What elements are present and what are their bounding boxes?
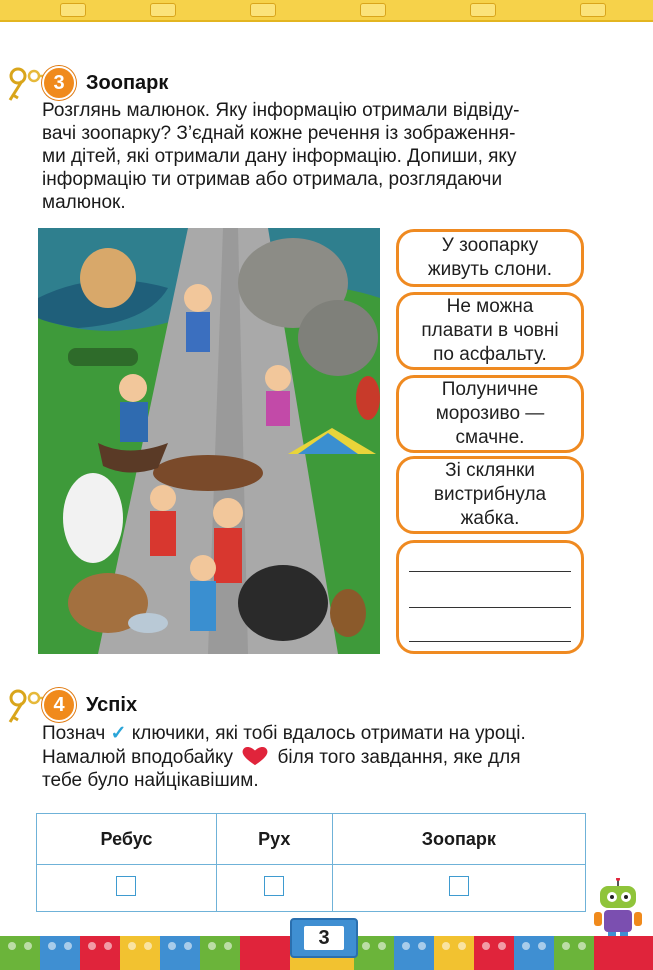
table-header-cell: Рух xyxy=(216,814,332,865)
table-row xyxy=(37,865,586,912)
section-3-instruction xyxy=(42,99,590,214)
success-table xyxy=(36,813,586,912)
instruction-line: ми дітей, які отримали дану інформацію. Допиши, яку xyxy=(42,146,517,167)
section-number-badge: 4 xyxy=(42,688,76,722)
statement-line: жабка. xyxy=(460,508,520,529)
top-decorative-strip xyxy=(0,0,653,22)
table-cell xyxy=(332,865,585,912)
zoo-scene-illustration xyxy=(38,228,380,654)
statement-bubble[interactable] xyxy=(396,456,584,534)
statement-line: Полуничне xyxy=(441,379,539,400)
rebus-checkbox[interactable] xyxy=(116,876,136,896)
table-cell xyxy=(37,865,217,912)
answer-line xyxy=(409,607,571,608)
table-cell xyxy=(216,865,332,912)
table-header-cell: Зоопарк xyxy=(332,814,585,865)
statement-line: вистрибнула xyxy=(433,484,547,505)
instruction-text: ключики, які тобі вдалось отримати на уроці. xyxy=(131,723,526,744)
table-header-cell: Ребус xyxy=(37,814,217,865)
table-header-row xyxy=(37,814,586,865)
answer-line xyxy=(409,641,571,642)
robot-icon xyxy=(590,878,646,940)
section-title: Успіх xyxy=(86,693,138,716)
section-3-header xyxy=(6,62,168,104)
statement-bubble[interactable] xyxy=(396,292,584,370)
zoo-checkbox[interactable] xyxy=(449,876,469,896)
statement-line: смачне. xyxy=(455,427,525,448)
section-title: Зоопарк xyxy=(86,71,169,94)
statement-line: У зоопарку xyxy=(441,235,539,256)
statement-bubble[interactable] xyxy=(396,375,584,453)
check-mark-icon: ✓ xyxy=(110,723,127,744)
decor-icon xyxy=(360,3,386,17)
instruction-text: Познач xyxy=(42,723,106,744)
decor-icon xyxy=(150,3,176,17)
answer-line xyxy=(409,571,571,572)
statement-line: Зі склянки xyxy=(445,460,535,481)
statement-line: морозиво — xyxy=(435,403,545,424)
statement-line: плавати в човні xyxy=(421,320,559,341)
statement-line: живуть слони. xyxy=(427,259,553,280)
statement-line: Не можна xyxy=(446,296,534,317)
heart-icon xyxy=(238,745,272,767)
page-number-badge xyxy=(290,918,358,958)
instruction-line: малюнок. xyxy=(42,192,126,213)
page-number: 3 xyxy=(304,926,344,950)
section-4-instruction xyxy=(42,722,590,792)
section-number-badge: 3 xyxy=(42,66,76,100)
instruction-line: Розглянь малюнок. Яку інформацію отримали відвіду- xyxy=(42,100,520,121)
instruction-text: біля того завдання, яке для xyxy=(277,747,521,768)
instruction-line: інформацію ти отримав або отримала, розглядаючи xyxy=(42,169,503,190)
movement-checkbox[interactable] xyxy=(264,876,284,896)
section-4-header xyxy=(6,684,137,726)
decor-icon xyxy=(60,3,86,17)
decor-icon xyxy=(470,3,496,17)
instruction-line: вачі зоопарку? З’єднай кожне речення із зображення- xyxy=(42,123,516,144)
statement-line: по асфальту. xyxy=(433,344,547,365)
statement-bubble[interactable] xyxy=(396,229,584,287)
instruction-text: тебе було найцікавішим. xyxy=(42,770,259,791)
decor-icon xyxy=(250,3,276,17)
decor-icon xyxy=(580,3,606,17)
answer-writing-area[interactable] xyxy=(396,540,584,654)
instruction-text: Намалюй вподобайку xyxy=(42,747,233,768)
